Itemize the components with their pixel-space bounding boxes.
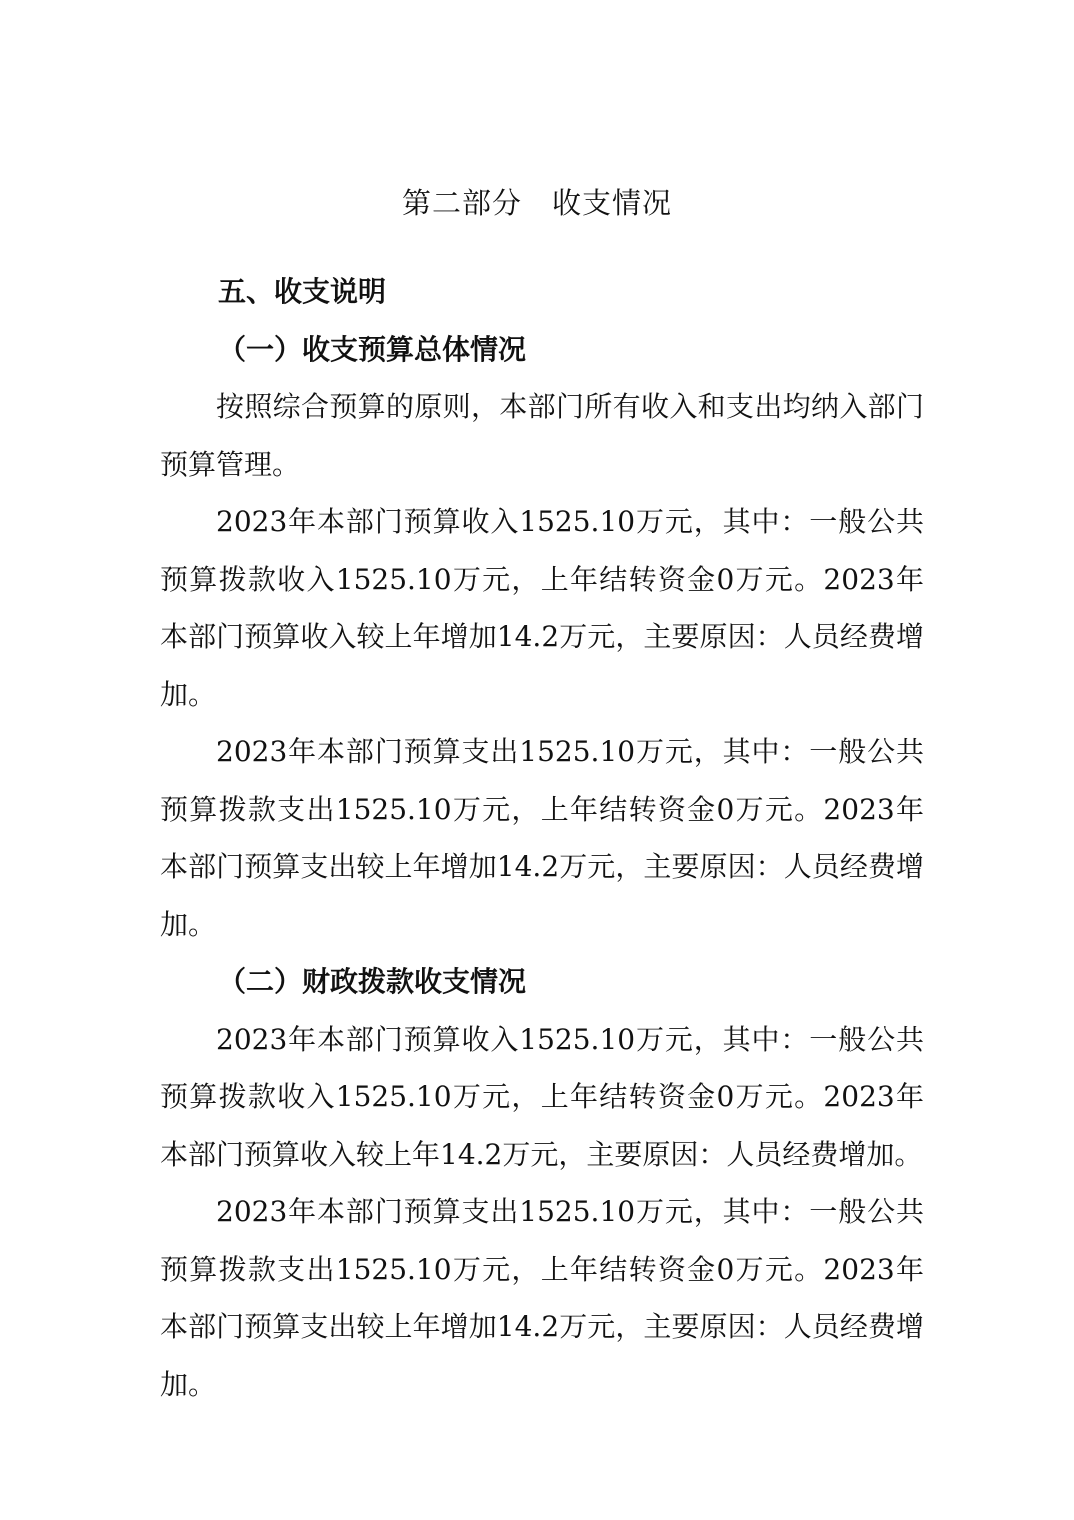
paragraph: 按照综合预算的原则，本部门所有收入和支出均纳入部门预算管理。 xyxy=(160,390,924,481)
subsection-heading-1: （一）收支预算总体情况 xyxy=(218,332,527,366)
section-heading: 五、收支说明 xyxy=(218,275,387,308)
paragraph: 2023年本部门预算支出1525.10万元，其中：一般公共预算拨款支出1525.10万元，上年结转资金0万元。2023年本部门预算支出较上年增加14.2万元，主要原因：人员经费增加。 xyxy=(160,735,924,941)
page-title: 第二部分 收支情况 xyxy=(401,186,672,220)
paragraph: 2023年本部门预算收入1525.10万元，其中：一般公共预算拨款收入1525.10万元，上年结转资金0万元。2023年本部门预算收入较上年增加14.2万元，主要原因：人员经费增加。 xyxy=(160,505,924,711)
subsection-heading-2: （二）财政拨款收支情况 xyxy=(218,965,527,998)
document-body xyxy=(160,263,924,1413)
paragraph: 2023年本部门预算收入1525.10万元，其中：一般公共预算拨款收入1525.10万元，上年结转资金0万元。2023年本部门预算收入较上年14.2万元，主要原因：人员经费增加。 xyxy=(160,1022,924,1171)
paragraph: 2023年本部门预算支出1525.10万元，其中：一般公共预算拨款支出1525.10万元，上年结转资金0万元。2023年本部门预算支出较上年增加14.2万元，主要原因：人员经费增加。 xyxy=(160,1195,924,1401)
